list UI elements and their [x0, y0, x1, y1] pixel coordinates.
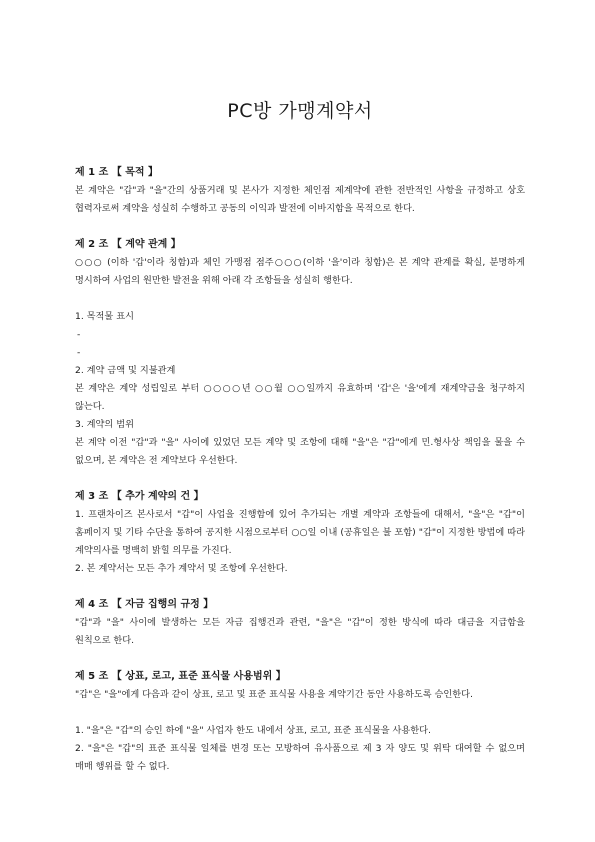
article-4-paragraph: "갑"과 "을" 사이에 발생하는 모든 자금 집행건과 관련, "을"은 "갑"이 정한 방식에 따라 대금을 지급함을 원칙으로 한다. [75, 617, 525, 646]
article-5-heading: 제 5 조 【 상표, 로고, 표준 표식물 사용범위 】 [75, 671, 286, 682]
article-2-item-dash-1: - [77, 329, 81, 340]
article-1 [75, 164, 525, 218]
article-5-item-2: 2. "을"은 "갑"의 표준 표식물 일체를 변경 또는 모방하여 유사품으로 제 3 자 양도 및 위탁 대여할 수 없으며 매매 행위를 할 수 없다. [75, 743, 525, 772]
spacer [75, 290, 525, 308]
article-2-heading: 제 2 조 【 계약 관계 】 [75, 239, 181, 250]
article-4-heading: 제 4 조 【 자금 집행의 규정 】 [75, 599, 214, 610]
article-2-item-3: 3. 계약의 범위 [75, 419, 134, 430]
spacer [75, 704, 525, 722]
article-1-heading: 제 1 조 【 목적 】 [75, 167, 159, 178]
document-title: PC방 가맹계약서 [227, 100, 373, 122]
article-2-item-3-text: 본 계약 이전 "갑"과 "을" 사이에 있었던 모든 계약 및 조항에 대해 "을"은 "갑"에게 민.형사상 책임을 물을 수 없으며, 본 계약은 전 계약보다 우선한다. [75, 437, 525, 466]
article-3-heading: 제 3 조 【 추가 계약의 건 】 [75, 491, 204, 502]
article-2-item-2-text: 본 계약은 계약 성립일로 부터 ○○○○년 ○○월 ○○일까지 유효하며 '갑'은 '을'에게 재계약금을 청구하지 않는다. [75, 383, 525, 412]
article-2-item-dash-2: - [77, 347, 81, 358]
article-5-paragraph: "갑"은 "을"에게 다음과 같이 상표, 로고 및 표준 표식물 사용을 계약기간 동안 사용하도록 승인한다. [75, 689, 473, 700]
article-3-paragraph-2: 2. 본 계약서는 모든 추가 계약서 및 조항에 우선한다. [75, 563, 288, 574]
article-2-item-2: 2. 계약 금액 및 지불관계 [75, 365, 176, 376]
article-3 [75, 488, 525, 578]
article-1-paragraph: 본 계약은 "갑"과 "을"간의 상품거래 및 본사가 지정한 체인점 제계약에 관한 전반적인 사항을 규정하고 상호 협력자로써 계약을 성실히 수행하고 공동의 이익과 발전에 이바지함을 목적으로 한다. [75, 185, 525, 214]
article-2-item-1: 1. 목적물 표시 [75, 311, 134, 322]
article-3-paragraph-1: 1. 프랜차이즈 본사로서 "갑"이 사업을 진행함에 있어 추가되는 개별 계약과 조항들에 대해서, "을"은 "갑"이 홈페이지 및 기타 수단을 통하여 공지한 시점으로부터 ○○일 이내 (공휴일은 불 포함) "갑"이 지정한 방법에 따라 계약의사를 명백히 밝힐 의무를 가진다. [75, 509, 525, 556]
article-5 [75, 668, 525, 776]
article-2 [75, 236, 525, 470]
article-2-paragraph: ○○○ (이하 '갑'이라 칭함)과 체인 가맹점 점주○○○(이하 '을'이라 칭함)은 본 계약 관계를 확실, 분명하게 명시하여 사업의 원만한 발전을 위해 아래 각 조항들을 성실히 행한다. [75, 257, 525, 286]
article-4 [75, 596, 525, 650]
article-5-item-1: 1. "을"은 "갑"의 승인 하에 "을" 사업자 한도 내에서 상표, 로고, 표준 표식물을 사용한다. [75, 725, 431, 736]
